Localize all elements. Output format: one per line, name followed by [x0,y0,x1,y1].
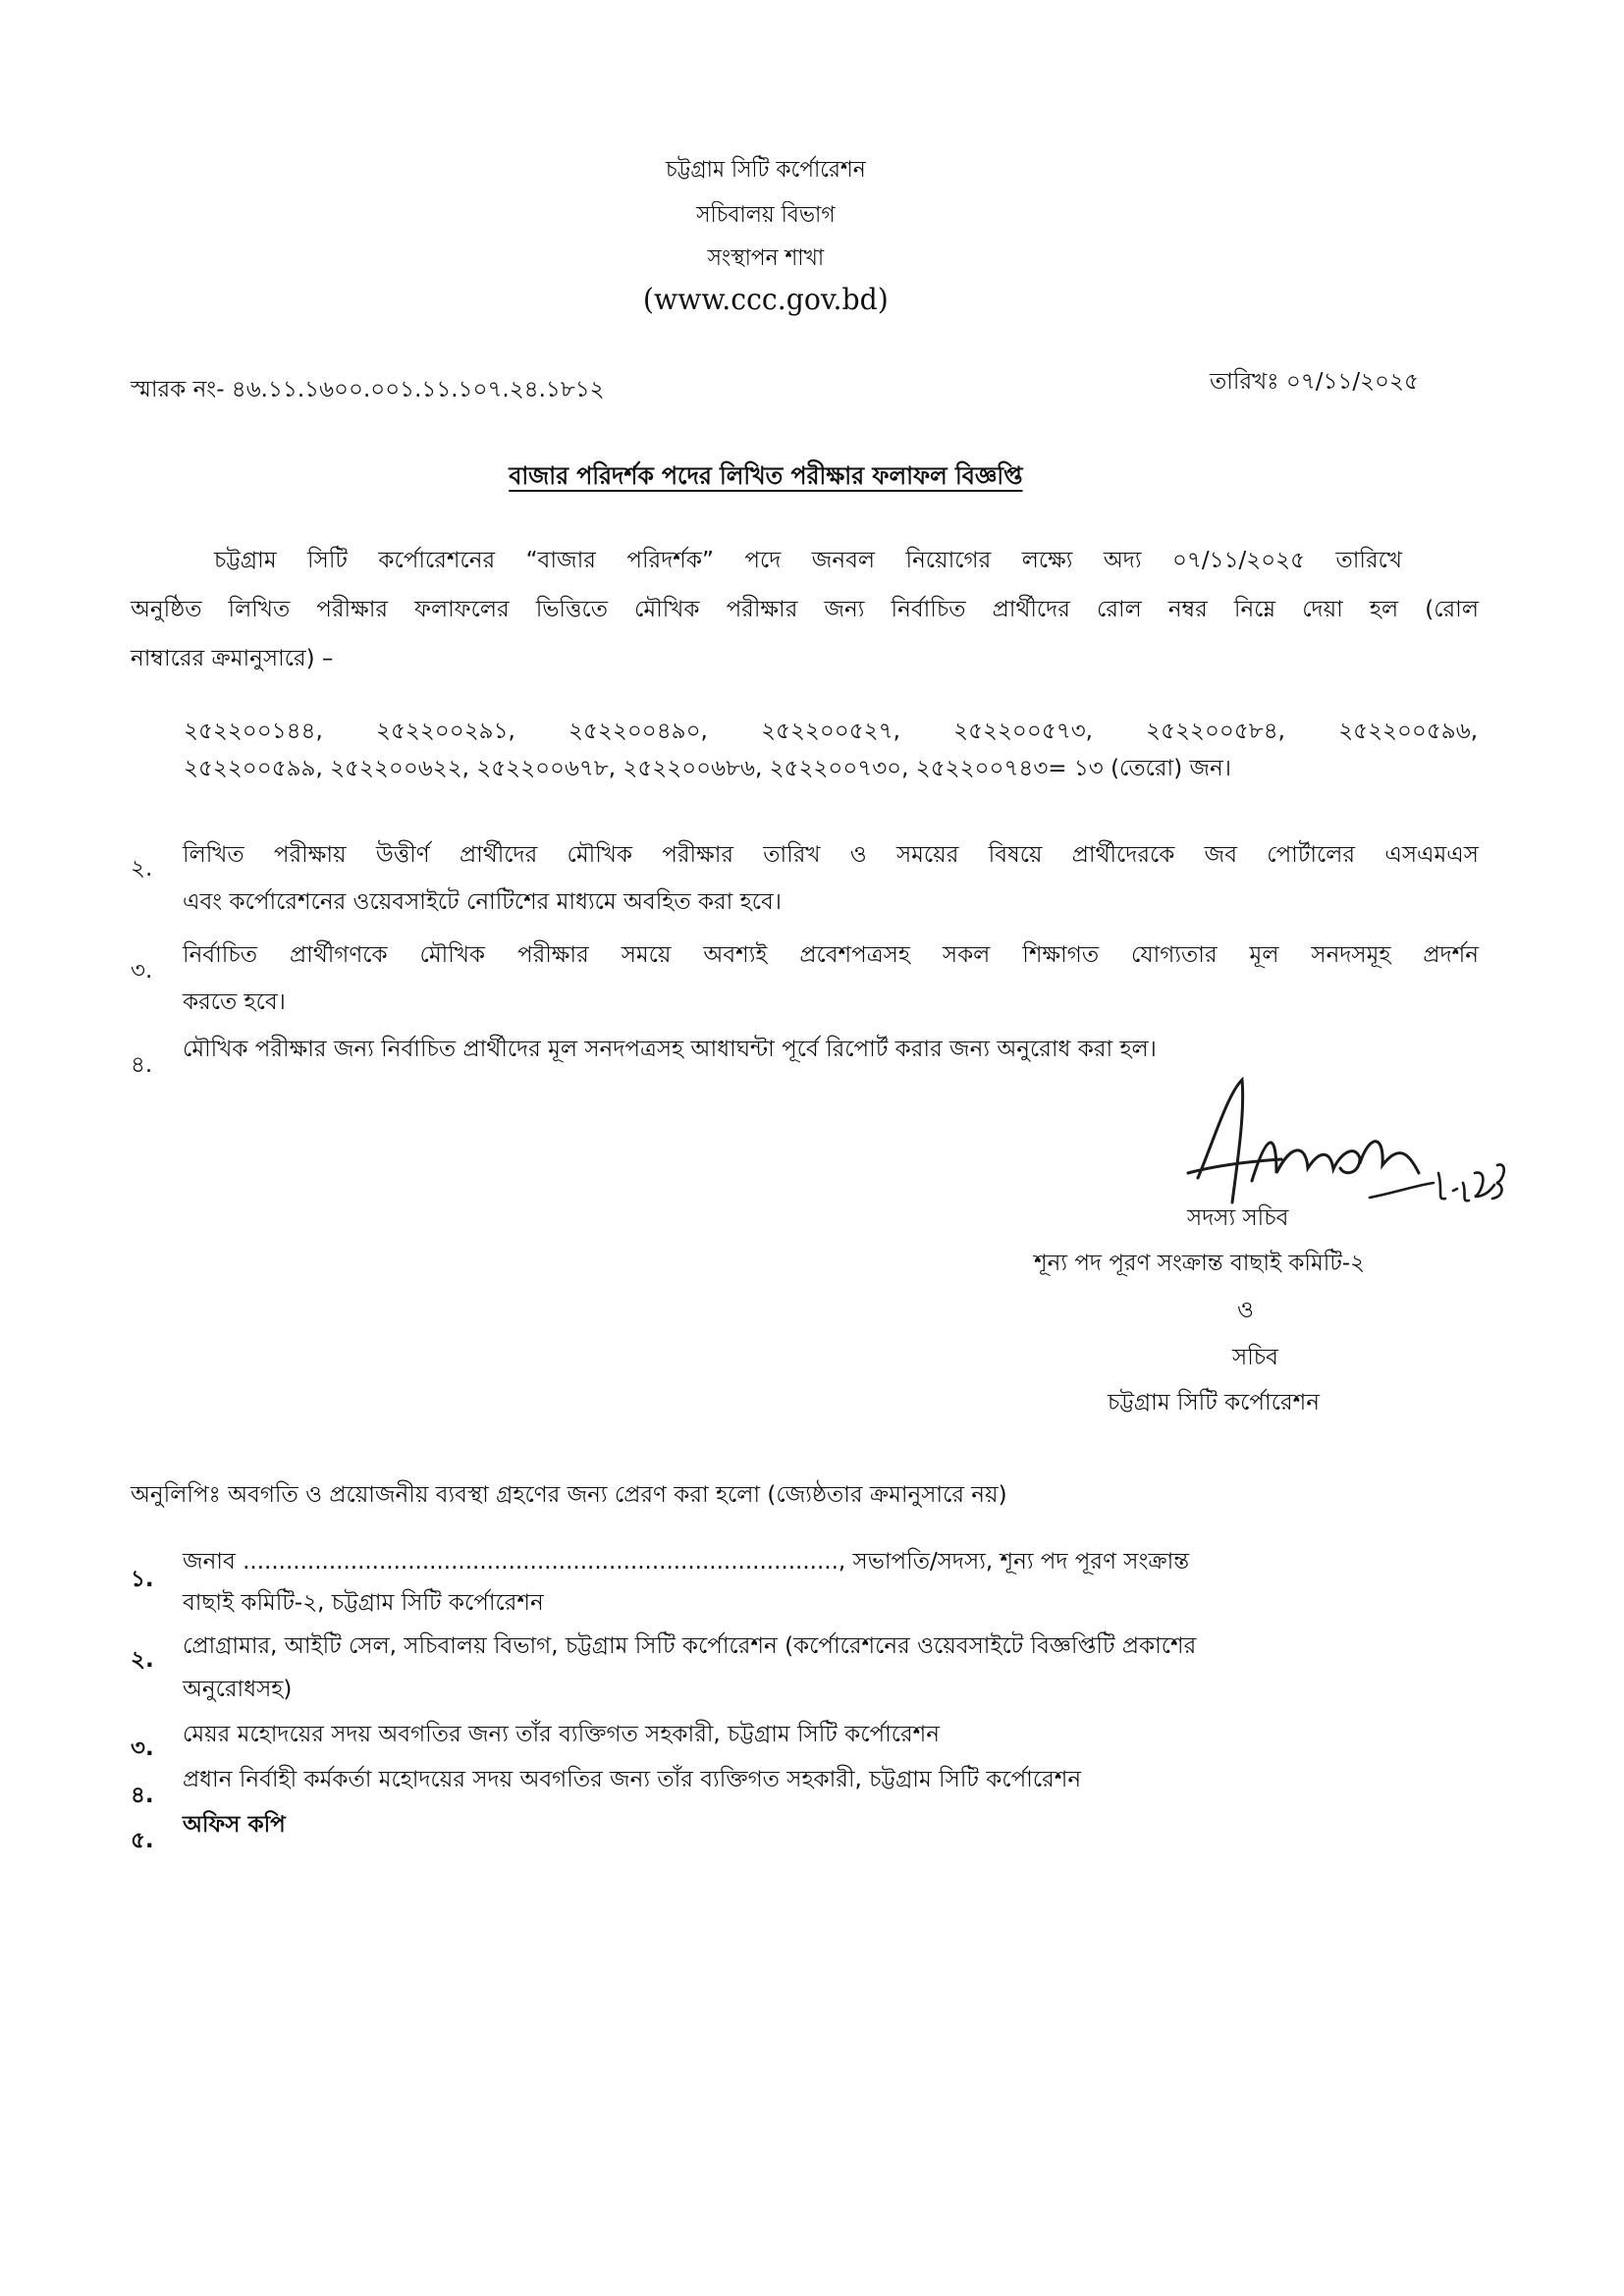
intro-line-2: অনুষ্ঠিত লিখিত পরীক্ষার ফলাফলের ভিত্তিতে মৌখিক পরীক্ষার জন্য নির্বাচিত প্রার্থীদের রোল নম্বর নিম্নে দেয়া হল (রোল [131,597,1479,622]
copy-line: প্রধান নির্বাহী কর্মকর্তা মহোদয়ের সদয় অবগতির জন্য তাঁর ব্যক্তিগত সহকারী, চট্টগ্রাম সিটি কর্পোরেশন [183,1767,1082,1792]
roll-list-line-1: ২৫২২০০১৪৪, ২৫২২০০২৯১, ২৫২২০০৪৯০, ২৫২২০০৫২৭, ২৫২২০০৫৭৩, ২৫২২০০৫৮৪, ২৫২২০০৫৯৬, [184,719,1478,744]
roll-list-line-2: ২৫২২০০৫৯৯, ২৫২২০০৬২২, ২৫২২০০৬৭৮, ২৫২২০০৬৮৬, ২৫২২০০৭৩০, ২৫২২০০৭৪৩= ১৩ (তেরো) জন। [184,756,1232,781]
memo-number: স্মারক নং- ৪৬.১১.১৬০০.০০১.১১.১০৭.২৪.১৮১২ [131,377,605,402]
point-number: ৪. [131,1052,153,1078]
intro-line-3: নাম্বারের ক্রমানুসারে) – [131,646,334,671]
copy-number: ৩. [131,1735,154,1761]
intro-line-1: চট্টগ্রাম সিটি কর্পোরেশনের “বাজার পরিদর্শক” পদে জনবল নিয়োগের লক্ষ্যে অদ্য ০৭/১১/২০২৫ তারিখে [214,548,1402,573]
memo-date: তারিখঃ ০৭/১১/২০২৫ [1210,369,1419,395]
copies-heading: অনুলিপিঃ অবগতি ও প্রয়োজনীয় ব্যবস্থা গ্রহণের জন্য প্রেরণ করা হলো (জ্যেষ্ঠতার ক্রমানুসারে নয়) [131,1482,1007,1508]
signatory-designation: সদস্য সচিব [1187,1205,1289,1231]
committee-name: শূন্য পদ পূরণ সংক্রান্ত বাছাই কমিটি-২ [1034,1251,1366,1276]
division-name: সচিবালয় বিভাগ [696,202,836,228]
website-link[interactable]: (www.ccc.gov.bd) [642,283,889,317]
point-line: নির্বাচিত প্রার্থীগণকে মৌখিক পরীক্ষার সময়ে অবশ্যই প্রবেশপত্রসহ সকল শিক্ষাগত যোগ্যতার মূল সনদসমূহ প্রদর্শন [183,942,1479,968]
secretary-title: সচিব [1232,1345,1278,1370]
notice-title: বাজার পরিদর্শক পদের লিখিত পরীক্ষার ফলাফল বিজ্ঞপ্তি [509,461,1023,490]
copy-number: ২. [131,1647,154,1673]
copy-line: জনাব ..................................................................................., সভাপতি/সদস্য, শূন্য পদ পূরণ সংক্রান্ত [183,1549,1190,1575]
copy-line: প্রোগ্রামার, আইটি সেল, সচিবালয় বিভাগ, চট্টগ্রাম সিটি কর্পোরেশন (কর্পোরেশনের ওয়েবসাইটে বিজ্ঞপ্তিটি প্রকাশের [183,1633,1197,1659]
branch-name: সংস্থাপন শাখা [707,245,825,271]
point-line: লিখিত পরীক্ষায় উত্তীর্ণ প্রার্থীদের মৌখিক পরীক্ষার তারিখ ও সময়ের বিষয়ে প্রার্থীদেরকে জব পোর্টালের এসএমএস [183,842,1479,868]
point-number: ৩. [131,958,153,984]
point-number: ২. [131,856,153,881]
copy-number: ৫. [131,1828,154,1853]
point-line: মৌখিক পরীক্ষার জন্য নির্বাচিত প্রার্থীদের মূল সনদপত্রসহ আধাঘন্টা পূর্বে রিপোর্ট করার জন্য অনুরোধ করা হল। [183,1037,1157,1062]
copy-line: বাছাই কমিটি-২, চট্টগ্রাম সিটি কর্পোরেশন [183,1590,544,1616]
copy-number: ১. [131,1567,154,1592]
point-line: এবং কর্পোরেশনের ওয়েবসাইটে নোটিশের মাধ্যমে অবহিত করা হবে। [183,889,782,915]
copy-line: অনুরোধসহ) [183,1677,293,1702]
conjunction-text: ও [1237,1298,1254,1323]
copy-line: অফিস কপি [183,1812,286,1838]
org-name: চট্টগ্রাম সিটি কর্পোরেশন [666,157,866,183]
signatory-org: চট্টগ্রাম সিটি কর্পোরেশন [1108,1390,1320,1415]
copy-number: ৪. [131,1783,154,1808]
copy-line: মেয়র মহোদয়ের সদয় অবগতির জন্য তাঁর ব্যক্তিগত সহকারী, চট্টগ্রাম সিটি কর্পোরেশন [183,1722,940,1747]
point-line: করতে হবে। [183,989,286,1015]
